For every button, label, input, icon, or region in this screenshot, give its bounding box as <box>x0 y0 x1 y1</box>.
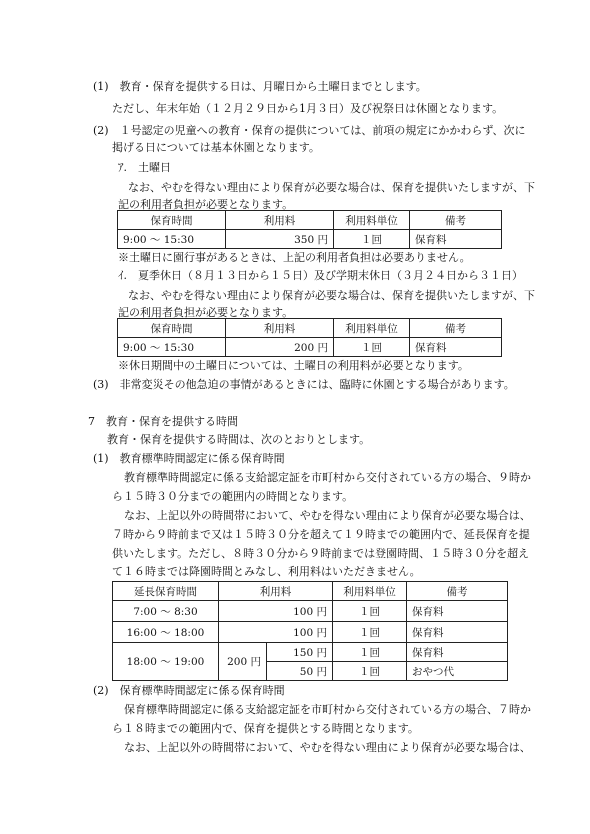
table-row <box>118 230 502 249</box>
sub-1-text-1: 教育標準時間認定に係る支給認定証を市町村から交付されている方の場合、９時か <box>124 471 531 484</box>
table-cell: 18:00 ～ 19:00 <box>113 643 219 681</box>
table-cell: 100 円 <box>219 622 333 643</box>
table-cell: 150 円 <box>267 643 333 662</box>
holiday-fee-table <box>117 318 502 357</box>
table-cell: １回 <box>333 662 407 681</box>
table-cell: 保育料 <box>407 601 508 622</box>
table-cell: 9:00 ～ 15:30 <box>118 230 226 249</box>
table-header-row <box>118 319 502 338</box>
table-cell: 保育料 <box>407 643 508 662</box>
table-cell: 50 円 <box>267 662 333 681</box>
para-3: (3) 非常変災その他急迫の事情があるときには、臨時に休園とする場合があります。 <box>93 378 515 391</box>
para-2: (2) １号認定の児童への教育・保育の提供については、前項の規定にかかわらず、次に <box>93 124 526 137</box>
sub-a-text-1: なお、やむを得ない理由により保育が必要な場合は、保育を提供いたしますが、下 <box>128 181 535 194</box>
table-header-row <box>118 211 502 230</box>
section-7-heading: 7 教育・保育を提供する時間 <box>88 415 238 428</box>
sub-2-text-2: ら１８時までの範囲内で、保育を提供とする時間となります。 <box>112 722 419 735</box>
sub-a-heading: ｱ. 土曜日 <box>118 161 171 174</box>
table-header: 利用料 <box>226 319 334 338</box>
table-cell: 9:00 ～ 15:30 <box>118 338 226 357</box>
para-2-cont: 掲げる日については基本休園となります。 <box>112 141 320 154</box>
table-cell: おやつ代 <box>407 662 508 681</box>
table-cell: 保育料 <box>407 622 508 643</box>
table-header: 備考 <box>407 582 508 601</box>
sub-1-text-3: なお、上記以外の時間帯において、やむを得ない理由により保育が必要な場合は、 <box>124 509 531 522</box>
table-cell: １回 <box>334 230 410 249</box>
sub-1-text-6: て１６時までは降園時間とみなし、利用料はいただきません。 <box>112 565 421 578</box>
table-cell: 16:00 ～ 18:00 <box>113 622 219 643</box>
table-header: 延長保育時間 <box>113 582 219 601</box>
table-header: 保育時間 <box>118 319 226 338</box>
table-cell: １回 <box>333 601 407 622</box>
table-row <box>113 601 508 622</box>
table-row <box>118 338 502 357</box>
saturday-fee-table <box>117 210 502 249</box>
table-header-row <box>113 582 508 601</box>
note-1: ※土曜日に園行事があるときは、上記の利用者負担は必要ありません。 <box>118 251 471 264</box>
table-cell: 200 円 <box>226 338 334 357</box>
table-cell: 7:00 ～ 8:30 <box>113 601 219 622</box>
table-header: 利用料単位 <box>333 582 407 601</box>
sub-1-heading: (1) 教育標準時間認定に係る保育時間 <box>93 452 285 465</box>
sub-i-text-2: 記の利用者負担が必要となります。 <box>118 306 294 319</box>
para-1: (1) 教育・保育を提供する日は、月曜日から土曜日までとします。 <box>93 80 427 93</box>
sub-1-text-4: ７時から９時前まで又は１５時３０分を超えて１９時までの範囲内で、延長保育を提 <box>112 528 530 541</box>
table-cell: 100 円 <box>219 601 333 622</box>
table-cell: 保育料 <box>410 230 502 249</box>
sub-a-text-2: 記の利用者負担が必要となります。 <box>118 198 294 211</box>
sub-2-text-1: 保育標準時間認定に係る支給認定証を市町村から交付されている方の場合、７時か <box>124 703 531 716</box>
table-header: 保育時間 <box>118 211 226 230</box>
table-row <box>113 622 508 643</box>
sub-i-text-1: なお、やむを得ない理由により保育が必要な場合は、保育を提供いたしますが、下 <box>128 289 535 302</box>
note-2: ※休日期間中の土曜日については、土曜日の利用料が必要となります。 <box>118 359 469 372</box>
table-header: 備考 <box>410 319 502 338</box>
table-header: 備考 <box>410 211 502 230</box>
table-cell: １回 <box>334 338 410 357</box>
section-7-intro: 教育・保育を提供する時間は、次のとおりとします。 <box>107 433 371 446</box>
sub-2-heading: (2) 保育標準時間認定に係る保育時間 <box>93 684 285 697</box>
table-cell: 350 円 <box>226 230 334 249</box>
table-cell: １回 <box>333 622 407 643</box>
sub-1-text-5: 供いたします。ただし、８時３０分から９時前までは登園時間、１５時３０分を超え <box>112 547 530 560</box>
sub-i-heading: ｲ. 夏季休日（８月１３日から１５日）及び学期末休日（３月２４日から３１日） <box>118 269 523 282</box>
sub-1-text-2: ら１５時３０分までの範囲内の時間となります。 <box>112 490 354 503</box>
table-row <box>113 643 508 662</box>
table-header: 利用料 <box>226 211 334 230</box>
table-header: 利用料 <box>219 582 333 601</box>
extended-care-fee-table <box>112 581 508 681</box>
table-header: 利用料単位 <box>334 319 410 338</box>
table-cell: 保育料 <box>410 338 502 357</box>
sub-2-text-3: なお、上記以外の時間帯において、やむを得ない理由により保育が必要な場合は、 <box>124 741 531 754</box>
para-1-note: ただし、年末年始（１２月２９日から1月３日）及び祝祭日は休園となります。 <box>112 102 504 115</box>
table-cell: 200 円 <box>219 643 267 681</box>
table-cell: １回 <box>333 643 407 662</box>
table-header: 利用料単位 <box>334 211 410 230</box>
